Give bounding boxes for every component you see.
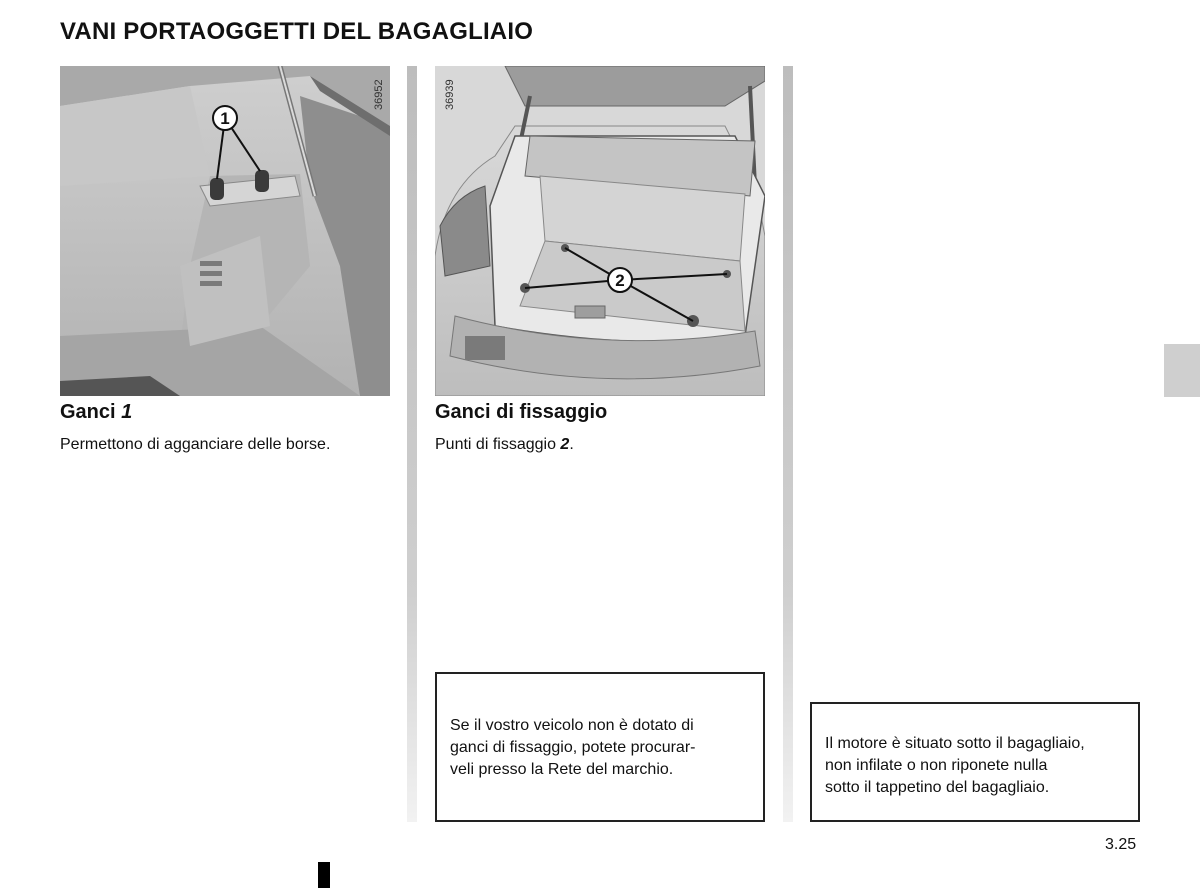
note-motore-line-1: Il motore è situato sotto il bagagliaio, (825, 735, 1085, 752)
column-separator-left (407, 66, 417, 822)
figure-trunk-hooks (60, 66, 390, 396)
column-separator-right (783, 66, 793, 822)
note-fissaggio-line-1: Se il vostro veicolo non è dotato di (450, 717, 694, 734)
callout-2: 2 (615, 271, 625, 290)
paragraph-fissaggio-end: . (569, 436, 574, 453)
figure-code-left: 36952 (373, 79, 385, 110)
note-fissaggio-line-2: ganci di fissaggio, potete procurar- (450, 739, 696, 756)
note-fissaggio-line-3: veli presso la Rete del marchio. (450, 761, 674, 778)
paragraph-fissaggio-ref: 2 (560, 436, 570, 453)
note-motore-line-2: non infilate o non riponete nulla (825, 757, 1048, 774)
heading-ganci (60, 401, 132, 424)
paragraph-fissaggio-text: Punti di fissaggio (435, 436, 561, 453)
crop-mark (318, 862, 330, 888)
heading-ganci-text: Ganci (60, 401, 122, 423)
page-number: 3.25 (1105, 836, 1137, 853)
figure-code-middle: 36939 (444, 79, 456, 110)
figure-trunk-tiedowns (435, 66, 765, 396)
page-title: VANI PORTAOGGETTI DEL BAGAGLIAIO (60, 18, 534, 45)
trunk-hooks-illustration (60, 66, 390, 396)
paragraph-ganci: Permettono di agganciare delle borse. (60, 436, 331, 453)
note-box-fissaggio (435, 672, 765, 822)
chapter-tab (1164, 344, 1200, 397)
note-box-motore (810, 702, 1140, 822)
paragraph-fissaggio (435, 436, 574, 454)
heading-ganci-ref: 1 (121, 401, 133, 423)
callout-1: 1 (220, 109, 230, 128)
note-motore-line-3: sotto il tappetino del bagagliaio. (825, 779, 1050, 796)
heading-ganci-fissaggio: Ganci di fissaggio (435, 401, 608, 423)
trunk-tiedowns-illustration (435, 66, 765, 396)
